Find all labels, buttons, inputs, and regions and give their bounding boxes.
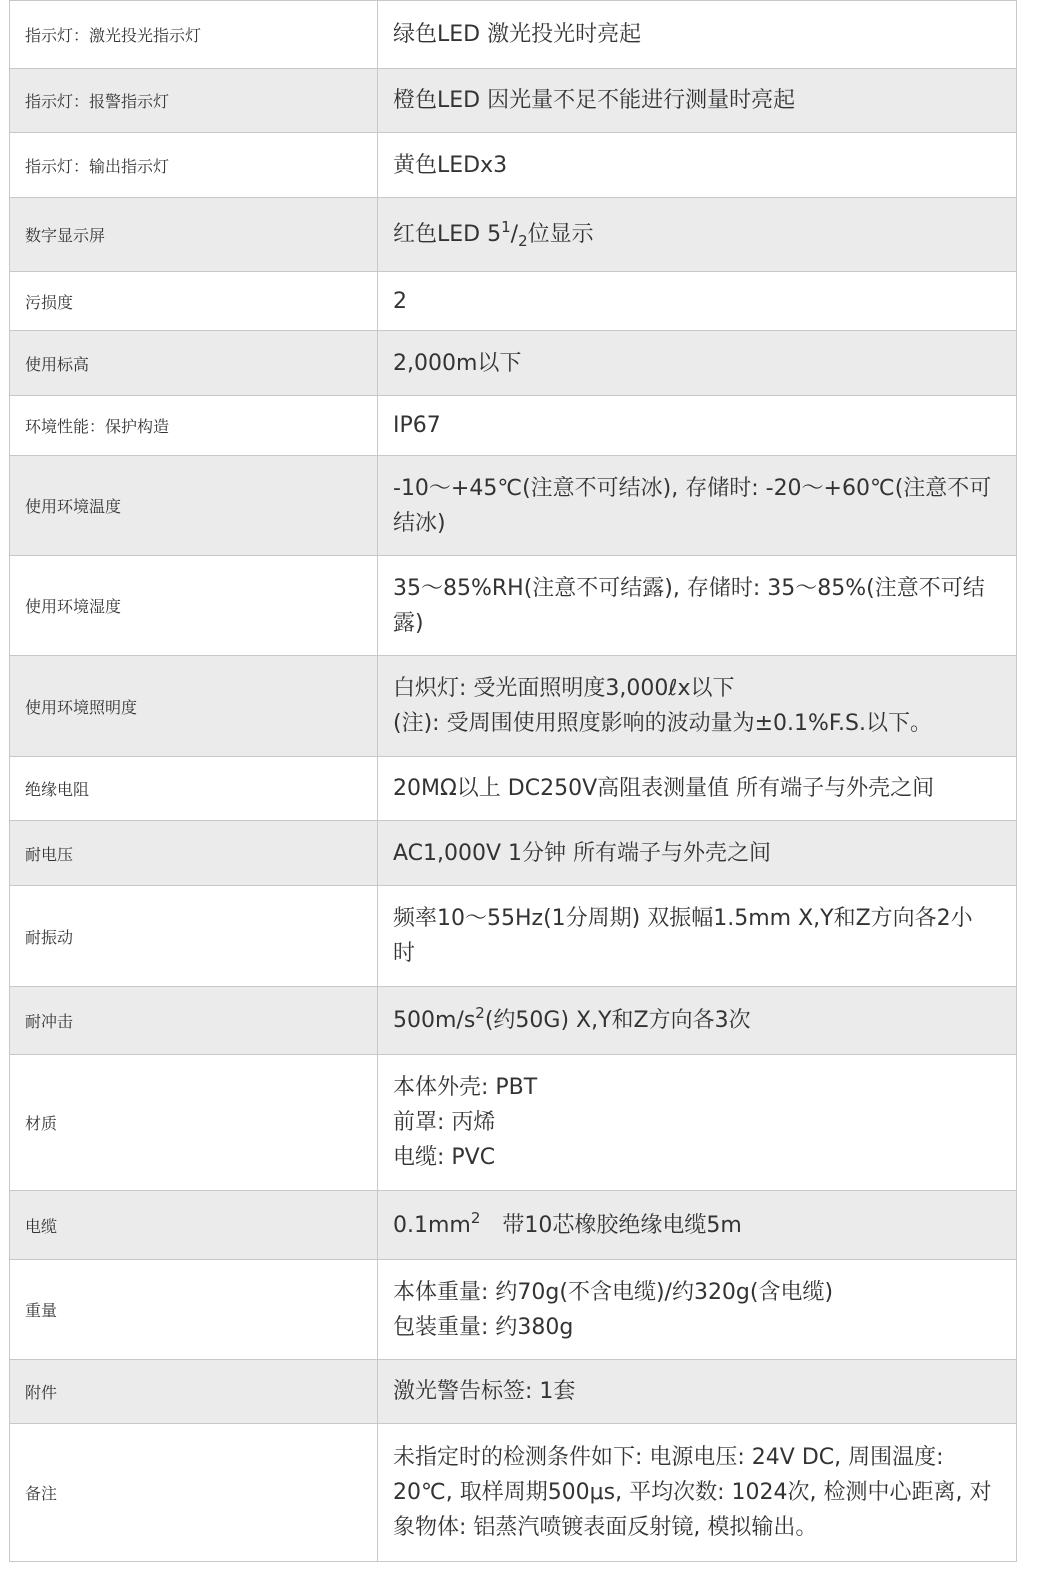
row-value bbox=[378, 1191, 1017, 1260]
table-row bbox=[10, 1055, 1017, 1191]
table-row bbox=[10, 1424, 1017, 1562]
value-line: 绿色LED 激光投光时亮起 bbox=[393, 22, 642, 47]
value-line: 频率10～55Hz(1分周期) 双振幅1.5mm X,Y和Z方向各2小 bbox=[393, 906, 973, 931]
spec-table bbox=[9, 0, 1017, 1562]
row-label: 备注 bbox=[10, 1424, 378, 1562]
value-text: (约50G) X,Y和Z方向各3次 bbox=[484, 1008, 751, 1033]
table-row bbox=[10, 1360, 1017, 1424]
value-line: AC1,000V 1分钟 所有端子与外壳之间 bbox=[393, 840, 772, 866]
value-line: IP67 bbox=[393, 413, 441, 438]
table-row bbox=[10, 886, 1017, 987]
value-line: 激光警告标签: 1套 bbox=[393, 1379, 576, 1404]
row-label: 耐振动 bbox=[10, 886, 378, 987]
row-label: 环境性能：保护构造 bbox=[10, 396, 378, 456]
value-text: 红色LED 5 bbox=[393, 222, 502, 247]
value-line: 20℃, 取样周期500μs, 平均次数: 1024次, 检测中心距离, 对 bbox=[393, 1480, 992, 1505]
value-line: 2 bbox=[393, 288, 407, 314]
row-label: 耐电压 bbox=[10, 821, 378, 886]
row-value bbox=[378, 1260, 1017, 1360]
row-value bbox=[378, 331, 1017, 396]
value-line: 20MΩ以上 DC250V高阻表测量值 所有端子与外壳之间 bbox=[393, 776, 935, 801]
value-line: 结冰) bbox=[393, 510, 446, 536]
row-label: 使用环境照明度 bbox=[10, 656, 378, 757]
value-line: -10～+45℃(注意不可结冰), 存储时: -20～+60℃(注意不可 bbox=[393, 475, 992, 501]
row-value bbox=[378, 1055, 1017, 1191]
row-label: 重量 bbox=[10, 1260, 378, 1360]
row-value bbox=[378, 987, 1017, 1055]
row-label: 使用环境温度 bbox=[10, 456, 378, 556]
table-row bbox=[10, 556, 1017, 656]
row-label: 绝缘电阻 bbox=[10, 757, 378, 821]
value-text: 位显示 bbox=[527, 222, 594, 247]
value-text: 0.1mm bbox=[393, 1212, 471, 1238]
row-label: 附件 bbox=[10, 1360, 378, 1424]
spec-table-body bbox=[10, 1, 1017, 1562]
row-label: 数字显示屏 bbox=[10, 198, 378, 272]
table-row bbox=[10, 987, 1017, 1055]
row-value bbox=[378, 133, 1017, 198]
row-value bbox=[378, 821, 1017, 886]
row-label: 污损度 bbox=[10, 272, 378, 331]
value-line bbox=[393, 1003, 1002, 1038]
table-row bbox=[10, 198, 1017, 272]
superscript: 2 bbox=[475, 1004, 485, 1022]
value-text: / bbox=[510, 222, 519, 247]
value-line: (注): 受周围使用照度影响的波动量为±0.1%F.S.以下。 bbox=[393, 711, 932, 736]
value-line: 包装重量: 约380g bbox=[393, 1314, 574, 1340]
table-row bbox=[10, 1191, 1017, 1260]
row-label: 电缆 bbox=[10, 1191, 378, 1260]
value-line: 白炽灯: 受光面照明度3,000ℓx以下 bbox=[393, 676, 735, 701]
row-value bbox=[378, 1360, 1017, 1424]
value-line: 未指定时的检测条件如下: 电源电压: 24V DC, 周围温度: bbox=[393, 1445, 944, 1470]
row-value bbox=[378, 1, 1017, 69]
table-row bbox=[10, 331, 1017, 396]
table-row bbox=[10, 272, 1017, 331]
value-line: 时 bbox=[393, 941, 416, 966]
value-line: 橙色LED 因光量不足不能进行测量时亮起 bbox=[393, 88, 796, 113]
row-value bbox=[378, 886, 1017, 987]
table-row bbox=[10, 396, 1017, 456]
row-label: 使用环境湿度 bbox=[10, 556, 378, 656]
value-line: 本体重量: 约70g(不含电缆)/约320g(含电缆) bbox=[393, 1279, 834, 1305]
value-line: 电缆: PVC bbox=[393, 1145, 496, 1170]
value-line: 前罩: 丙烯 bbox=[393, 1110, 496, 1135]
value-text: 500m/s bbox=[393, 1008, 476, 1033]
value-text: 带10芯橡胶绝缘电缆5m bbox=[480, 1212, 742, 1238]
table-row bbox=[10, 821, 1017, 886]
row-value bbox=[378, 1424, 1017, 1562]
table-row bbox=[10, 456, 1017, 556]
row-value bbox=[378, 272, 1017, 331]
table-row bbox=[10, 656, 1017, 757]
table-row bbox=[10, 1260, 1017, 1360]
row-value bbox=[378, 69, 1017, 133]
value-line: 象物体: 铝蒸汽喷镀表面反射镜, 模拟输出。 bbox=[393, 1515, 818, 1540]
row-value bbox=[378, 556, 1017, 656]
table-row bbox=[10, 1, 1017, 69]
value-line: 露) bbox=[393, 610, 424, 636]
value-line bbox=[393, 217, 1002, 252]
row-label: 使用标高 bbox=[10, 331, 378, 396]
row-value bbox=[378, 198, 1017, 272]
superscript: 2 bbox=[470, 1208, 481, 1227]
row-label: 指示灯：激光投光指示灯 bbox=[10, 1, 378, 69]
value-line: 35～85%RH(注意不可结露), 存储时: 35～85%(注意不可结 bbox=[393, 575, 985, 601]
value-line: 2,000m以下 bbox=[393, 350, 522, 376]
table-row bbox=[10, 69, 1017, 133]
subscript: 2 bbox=[518, 232, 528, 250]
value-line: 本体外壳: PBT bbox=[393, 1075, 538, 1100]
row-value bbox=[378, 396, 1017, 456]
table-row bbox=[10, 133, 1017, 198]
superscript: 1 bbox=[501, 218, 511, 236]
value-line bbox=[393, 1208, 1002, 1243]
table-row bbox=[10, 757, 1017, 821]
row-label: 指示灯：报警指示灯 bbox=[10, 69, 378, 133]
row-label: 耐冲击 bbox=[10, 987, 378, 1055]
row-value bbox=[378, 456, 1017, 556]
row-label: 材质 bbox=[10, 1055, 378, 1191]
row-value bbox=[378, 757, 1017, 821]
row-label: 指示灯：输出指示灯 bbox=[10, 133, 378, 198]
row-value bbox=[378, 656, 1017, 757]
value-line: 黄色LEDx3 bbox=[393, 152, 508, 178]
